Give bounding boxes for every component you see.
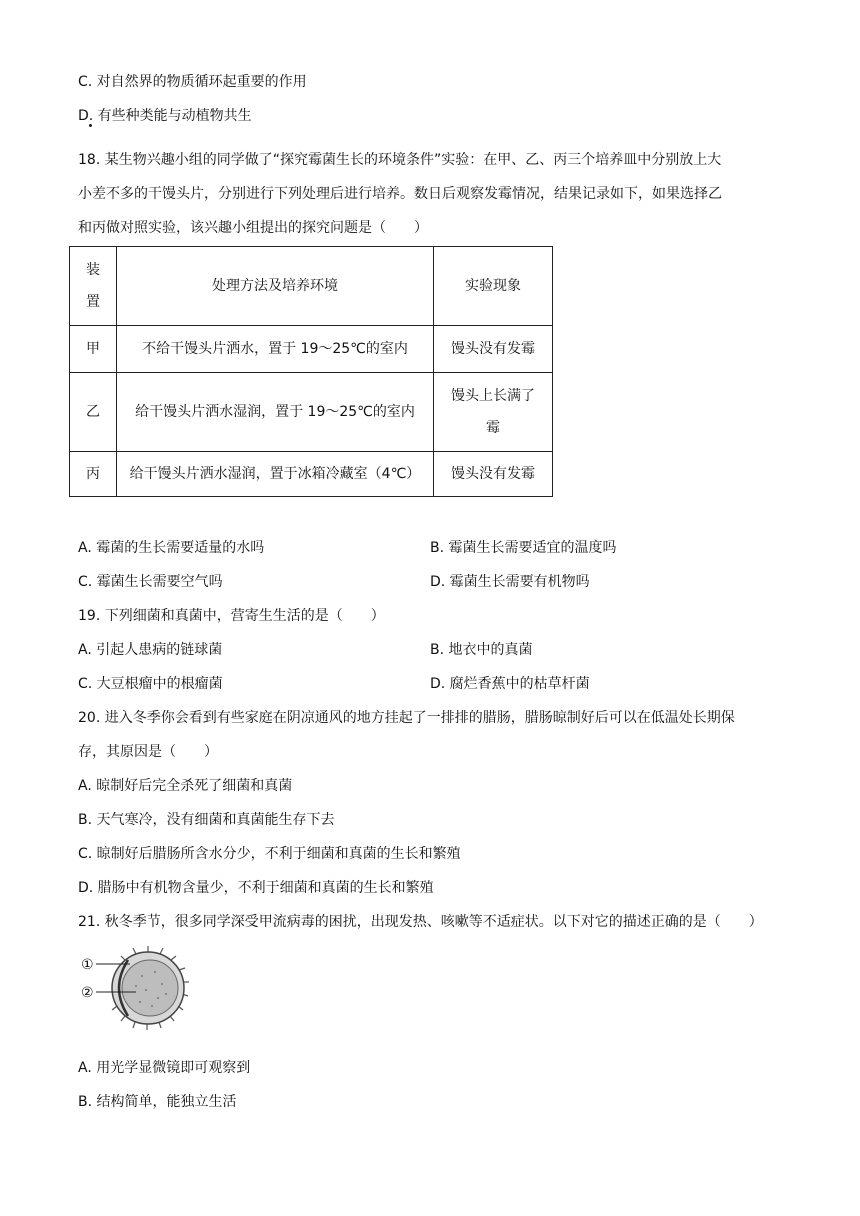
q19-option-d: D. 腐烂香蕉中的枯草杆菌 — [430, 676, 590, 692]
header-device-char-1: 装 — [86, 261, 100, 278]
label-1: ① — [81, 957, 94, 973]
q19-stem: 19. 下列细菌和真菌中，营寄生生活的是（ ） — [78, 608, 385, 624]
q20-option-c: C. 晾制好后腊肠所含水分少，不利于细菌和真菌的生长和繁殖 — [78, 846, 461, 862]
header-device-char-2: 置 — [86, 293, 100, 310]
q19-option-a: A. 引起人患病的链球菌 — [78, 642, 223, 658]
virus-structure-figure — [80, 946, 190, 1036]
q18-stem-line-3: 和丙做对照实验，该兴趣小组提出的探究问题是（ ） — [78, 220, 428, 236]
cell-result-line-1: 馒头上长满了 — [451, 387, 535, 404]
q18-stem-line-1: 18. 某生物兴趣小组的同学做了“探究霉菌生长的环境条件”实验：在甲、乙、丙三个培养皿中分别放上大 — [78, 152, 722, 168]
q20-stem-line-1: 20. 进入冬季你会看到有些家庭在阴凉通风的地方挂起了一排排的腊肠，腊肠晾制好后可以在低温处长期保 — [78, 710, 735, 726]
header-device — [70, 247, 117, 326]
q17-option-d: D. 有些种类能与动植物共生 — [78, 108, 252, 124]
q21-stem: 21. 秋冬季节，很多同学深受甲流病毒的困扰，出现发热、咳嗽等不适症状。以下对它的描述正确的是（ ） — [78, 914, 763, 930]
cell-device: 甲 — [70, 326, 117, 373]
q20-stem-line-2: 存，其原因是（ ） — [78, 744, 218, 760]
table-header-row — [70, 247, 553, 326]
cell-result-line-2: 霉 — [486, 419, 500, 436]
q17-option-c: C. 对自然界的物质循环起重要的作用 — [78, 74, 307, 90]
cell-device: 乙 — [70, 373, 117, 452]
cell-device: 丙 — [70, 452, 117, 497]
experiment-table — [69, 246, 553, 497]
cell-result: 馒头没有发霉 — [434, 326, 553, 373]
q19-option-b: B. 地衣中的真菌 — [430, 642, 533, 658]
cell-result — [434, 373, 553, 452]
cell-result: 馒头没有发霉 — [434, 452, 553, 497]
q20-option-b: B. 天气寒冷，没有细菌和真菌能生存下去 — [78, 812, 335, 828]
stray-dot — [89, 124, 92, 127]
q18-option-d: D. 霉菌生长需要有机物吗 — [430, 574, 590, 590]
virus-core — [122, 960, 178, 1016]
q20-option-a: A. 晾制好后完全杀死了细菌和真菌 — [78, 778, 293, 794]
q18-option-c: C. 霉菌生长需要空气吗 — [78, 574, 223, 590]
label-2: ② — [81, 985, 94, 1001]
q18-option-a: A. 霉菌的生长需要适量的水吗 — [78, 540, 265, 556]
table-row — [70, 452, 553, 497]
table-row — [70, 373, 553, 452]
cell-method: 给干馒头片洒水湿润，置于 19～25℃的室内 — [117, 373, 434, 452]
q19-option-c: C. 大豆根瘤中的根瘤菌 — [78, 676, 223, 692]
q20-option-d: D. 腊肠中有机物含量少，不利于细菌和真菌的生长和繁殖 — [78, 880, 434, 896]
q18-stem-line-2: 小差不多的干馒头片，分别进行下列处理后进行培养。数日后观察发霉情况，结果记录如下，如果选择乙 — [78, 186, 722, 202]
cell-method: 不给干馒头片洒水，置于 19～25℃的室内 — [117, 326, 434, 373]
header-method: 处理方法及培养环境 — [117, 247, 434, 326]
cell-method: 给干馒头片洒水湿润，置于冰箱冷藏室（4℃） — [117, 452, 434, 497]
q21-option-b: B. 结构简单，能独立生活 — [78, 1094, 237, 1110]
q21-option-a: A. 用光学显微镜即可观察到 — [78, 1060, 251, 1076]
header-result: 实验现象 — [434, 247, 553, 326]
table-row — [70, 326, 553, 373]
q18-option-b: B. 霉菌生长需要适宜的温度吗 — [430, 540, 617, 556]
